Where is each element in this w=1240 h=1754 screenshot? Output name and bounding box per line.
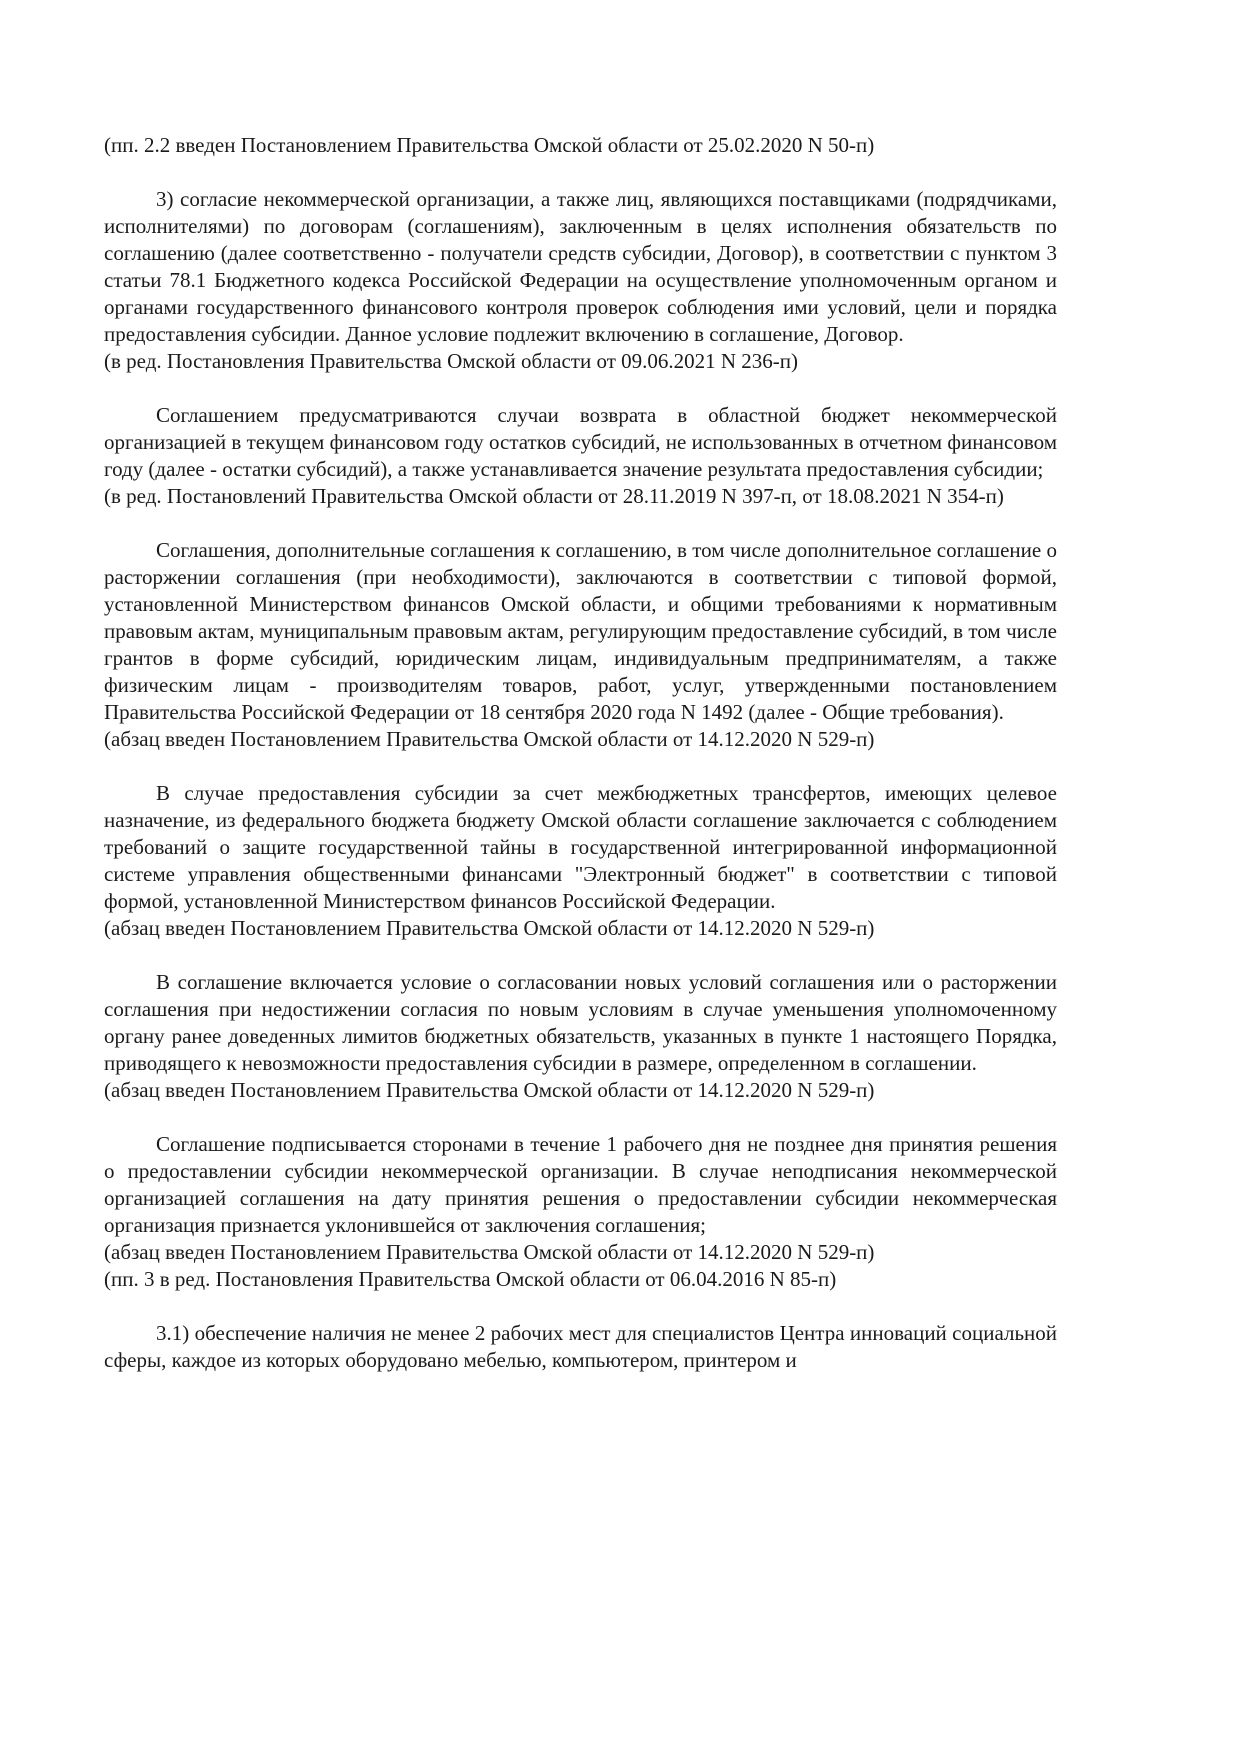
paragraph-federal-transfers: В случае предоставления субсидии за счет межбюджетных трансфертов, имеющих целевое назначение, из федерального бюджета бюджету Омской области соглашение заключается с соблюдением требований о защите государственной тайны в государственной интегрированной информационной системе управления общественными финансами "Электронный бюджет" в соответствии с типовой формой, установленной Министерством финансов Российской Федерации. [104,781,1057,913]
amendment-note: (абзац введен Постановлением Правительства Омской области от 14.12.2020 N 529-п) [104,727,875,751]
amendment-note: (пп. 2.2 введен Постановлением Правительства Омской области от 25.02.2020 N 50-п) [104,133,875,157]
paragraph-refund: Соглашением предусматриваются случаи возврата в областной бюджет некоммерческой организацией в текущем финансовом году остатков субсидий, не использованных в отчетном финансовом году (далее - остатки субсидий), а также устанавливается значение результата предоставления субсидии; [104,403,1057,481]
amendment-note: (абзац введен Постановлением Правительства Омской области от 14.12.2020 N 529-п) [104,916,875,940]
amendment-note: (пп. 3 в ред. Постановления Правительства Омской области от 06.04.2016 N 85-п) [104,1267,837,1291]
document-page [104,132,1057,1374]
paragraph-gap [104,159,1057,186]
paragraph-gap [104,510,1057,537]
paragraph-new-conditions: В соглашение включается условие о согласовании новых условий соглашения или о расторжении соглашения при недостижении согласия по новым условиям в случае уменьшения уполномоченному органу ранее доведенных лимитов бюджетных обязательств, указанных в пункте 1 настоящего Порядка, приводящего к невозможности предоставления субсидии в размере, определенном в соглашении. [104,970,1057,1075]
paragraph-signing: Соглашение подписывается сторонами в течение 1 рабочего дня не позднее дня принятия решения о предоставлении субсидии некоммерческой организации. В случае неподписания некоммерческой организацией соглашения на дату принятия решения о предоставлении субсидии некоммерческая организация признается уклонившейся от заключения соглашения; [104,1132,1057,1237]
paragraph-gap [104,1104,1057,1131]
paragraph-gap [104,753,1057,780]
paragraph-gap [104,1293,1057,1320]
paragraph-item-3: 3) согласие некоммерческой организации, а также лиц, являющихся поставщиками (подрядчиками, исполнителями) по договорам (соглашениям), заключенным в целях исполнения обязательств по соглашению (далее соответственно - получатели средств субсидии, Договор), в соответствии с пунктом 3 статьи 78.1 Бюджетного кодекса Российской Федерации на осуществление уполномоченным органом и органами государственного финансового контроля проверок соблюдения ими условий, цели и порядка предоставления субсидии. Данное условие подлежит включению в соглашение, Договор. [104,187,1057,346]
paragraph-gap [104,375,1057,402]
paragraph-agreements: Соглашения, дополнительные соглашения к соглашению, в том числе дополнительное соглашение о расторжении соглашения (при необходимости), заключаются в соответствии с типовой формой, установленной Министерством финансов Омской области, и общими требованиями к нормативным правовым актам, муниципальным правовым актам, регулирующим предоставление субсидий, в том числе грантов в форме субсидий, юридическим лицам, индивидуальным предпринимателям, а также физическим лицам - производителям товаров, работ, услуг, утвержденными постановлением Правительства Российской Федерации от 18 сентября 2020 года N 1492 (далее - Общие требования). [104,538,1057,724]
paragraph-item-3-1: 3.1) обеспечение наличия не менее 2 рабочих мест для специалистов Центра инноваций социальной сферы, каждое из которых оборудовано мебелью, компьютером, принтером и [104,1321,1057,1372]
amendment-note: (абзац введен Постановлением Правительства Омской области от 14.12.2020 N 529-п) [104,1240,875,1264]
amendment-note: (в ред. Постановлений Правительства Омской области от 28.11.2019 N 397-п, от 18.08.2021 N 354-п) [104,484,1004,508]
paragraph-gap [104,942,1057,969]
amendment-note: (абзац введен Постановлением Правительства Омской области от 14.12.2020 N 529-п) [104,1078,875,1102]
amendment-note: (в ред. Постановления Правительства Омской области от 09.06.2021 N 236-п) [104,349,799,373]
